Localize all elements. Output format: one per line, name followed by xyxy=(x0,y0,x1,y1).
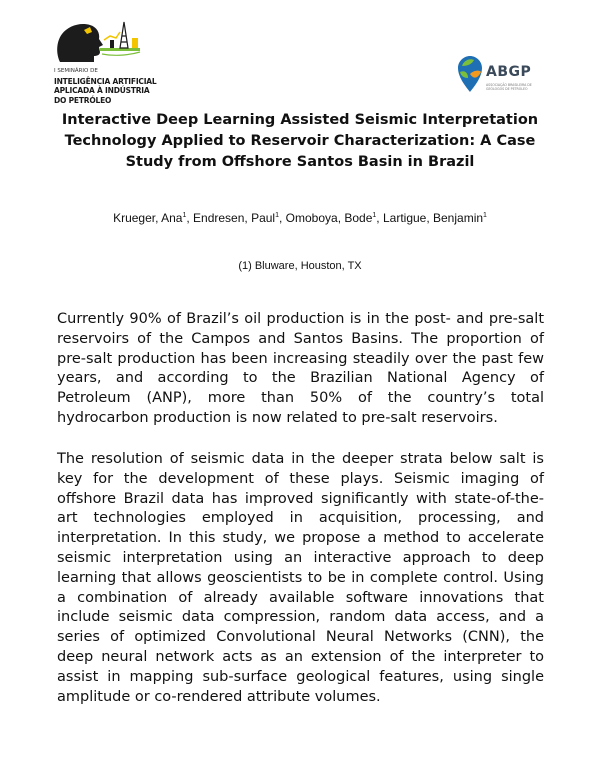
author-affiliation-mark: 1 xyxy=(372,212,377,219)
affiliation: (1) Bluware, Houston, TX xyxy=(238,260,362,272)
paper-title: Interactive Deep Learning Assisted Seismic Interpretation Technology Applied to Reservoir Characterization: A Case Study from Offshore Santos Basin in Brazil xyxy=(61,112,539,170)
abstract-paragraph-2: The resolution of seismic data in the deeper strata below salt is key for the development of these plays. Seismic imaging of offshore Brazil data has improved significantly with state-of-the-art technologies employed in acquisition, processing, and interpretation. In this study, we propose a method to accelerate seismic interpretation using an interactive approach to deep learning that allows geoscientists to be in complete control. Using a combination of already available software innovations that include seismic data compression, random data access, and a series of optimized Convolutional Neural Networks (CNN), the deep neural network acts as an extension of the interpreter to assist in mapping sub-surface geological features, using single amplitude or co-rendered attribute volumes. xyxy=(57,451,544,705)
author-name: Endresen, Paul xyxy=(193,211,276,225)
author-name: Omoboya, Bode xyxy=(285,211,373,225)
seminar-logo xyxy=(54,18,157,105)
author-affiliation-mark: 1 xyxy=(275,212,279,219)
abstract-paragraph-1: Currently 90% of Brazil’s oil production is in the post- and pre-salt reservoirs of the Campos and Santos Basins. The proportion of pre-salt production has been increasing steadily over the past few years, and according to the Brazilian National Agency of Petroleum (ANP), more than 50% of the country’s total hydrocarbon production is now related to pre-salt reservoirs. xyxy=(57,311,544,426)
author-list: Krueger, Ana$^1$, Endresen, Paul$^1$, Omoboya, Bode$^1$, Lartigue, Benjamin$^1$ xyxy=(113,211,487,225)
author-name: Krueger, Ana xyxy=(113,211,183,225)
abgp-subtitle: ASSOCIAÇÃO BRASILEIRA DE GEÓLOGOS DE PETRÓLEO xyxy=(486,83,532,91)
head-silhouette-icon xyxy=(54,18,144,68)
seminar-line-1: INTELIGÊNCIA ARTIFICIAL xyxy=(54,76,157,86)
abgp-name: ABGP xyxy=(486,64,532,80)
abgp-emblem-icon xyxy=(456,54,484,94)
seminar-edition: I SEMINÁRIO DE xyxy=(54,68,98,74)
author-name: Lartigue, Benjamin xyxy=(382,211,484,225)
abgp-logo xyxy=(456,52,556,102)
author-affiliation-mark: 1 xyxy=(182,212,187,219)
seminar-line-2: APLICADA À INDÚSTRIA xyxy=(54,86,150,95)
seminar-line-3: DO PETRÓLEO xyxy=(54,95,112,105)
author-affiliation-mark: 1 xyxy=(483,212,487,219)
